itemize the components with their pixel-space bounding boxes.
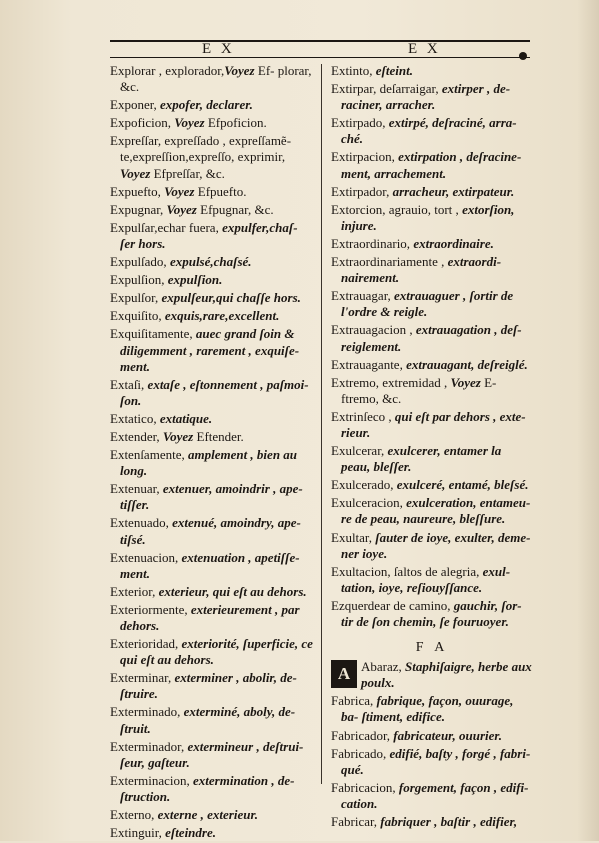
entry-headword: Extirpado, xyxy=(331,115,386,131)
entry-headword: Externo, xyxy=(110,807,155,823)
dictionary-entry xyxy=(110,429,313,445)
header-ornament xyxy=(519,52,527,60)
entry-translation: arracheur, extirpateur. xyxy=(389,183,515,199)
entry-headword: Exponer, xyxy=(110,97,157,113)
dictionary-entry xyxy=(110,97,313,113)
dictionary-entry xyxy=(331,443,533,475)
entry-translation: auec grand ſoin & diligemment , rarement , exquiſe- ment. xyxy=(120,326,300,374)
entry-headword: Extenuacion, xyxy=(110,549,179,565)
dictionary-entry xyxy=(110,254,313,270)
dictionary-entry xyxy=(110,825,313,841)
entry-translation: expulfer,chaſ- ſer hors. xyxy=(120,219,298,251)
entry-translation: extrauagant, deſreiglé. xyxy=(402,356,528,372)
dictionary-entry xyxy=(110,133,313,181)
entry-translation: edifié, baſty , forgé , fabri- qué. xyxy=(341,745,531,777)
entry-headword: Expulſor, xyxy=(110,290,159,306)
dictionary-entry xyxy=(331,115,533,147)
dictionary-entry xyxy=(110,220,313,252)
entry-headword: Extraordinario, xyxy=(331,235,411,251)
entry-translation: Voyez xyxy=(120,165,151,181)
entry-headword: Expugnar, xyxy=(110,201,164,217)
entry-translation: exulceré, entamé, bleſsé. xyxy=(393,477,529,493)
entry-translation: extrauaguer , ſortir de l'ordre & reigle. xyxy=(341,288,514,320)
entry-translation: amplement , bien au long. xyxy=(120,447,298,479)
entry-headword: Extatico, xyxy=(110,410,157,426)
dictionary-entry xyxy=(331,530,533,562)
entry-headword: Fabricar, xyxy=(331,814,378,830)
entry-headword: Exquiſitamente, xyxy=(110,326,193,342)
entry-crossref: Eftender. xyxy=(193,428,244,444)
dictionary-entry xyxy=(331,409,533,441)
entry-translation: extermineur , deſtrui- ſeur, gaſteur. xyxy=(120,738,304,770)
header-rule-top xyxy=(110,40,530,42)
entry-translation: exul- tation, ioye, reſiouyſſance. xyxy=(341,563,511,595)
dictionary-entry xyxy=(331,693,533,725)
dictionary-entry xyxy=(331,63,533,79)
entry-headword: Expulſar,echar fuera, xyxy=(110,219,219,235)
right-column-entries xyxy=(331,63,533,630)
entry-translation: expulſion. xyxy=(164,272,223,288)
entry-translation: expulſeur,qui chaſſe hors. xyxy=(158,290,301,306)
dictionary-entry xyxy=(110,63,313,95)
dictionary-entry xyxy=(110,773,313,805)
dictionary-entry xyxy=(110,602,313,634)
entry-headword: Exultar, xyxy=(331,529,372,545)
dictionary-entry xyxy=(331,495,533,527)
dictionary-entry xyxy=(110,550,313,582)
dictionary-entry xyxy=(110,636,313,668)
dictionary-entry xyxy=(331,202,533,234)
entry-translation: Voyez xyxy=(224,63,255,78)
entry-headword: Ezquerdear de camino, xyxy=(331,597,451,613)
dictionary-entry xyxy=(331,814,533,830)
entry-headword: Fabrica, xyxy=(331,693,374,709)
entry-translation: exterieurement , par dehors. xyxy=(120,601,300,633)
dictionary-entry xyxy=(110,184,313,200)
entry-translation: Staphiſaigre, herbe aux poulx. xyxy=(361,659,532,691)
entry-headword: Extrauagante, xyxy=(331,356,403,372)
entry-headword: Extorcion, agrauio, tort , xyxy=(331,201,459,217)
entry-crossref: Efpugnar, &c. xyxy=(196,201,274,217)
entry-headword: Extenſamente, xyxy=(110,447,185,463)
entry-headword: Fabricado, xyxy=(331,745,387,761)
dictionary-entry xyxy=(110,704,313,736)
entry-translation: forgement, façon , edifi- cation. xyxy=(341,779,529,811)
entry-headword: Exterminacion, xyxy=(110,772,190,788)
entry-headword: Extender, xyxy=(110,428,160,444)
dictionary-entry xyxy=(331,375,533,407)
entry-headword: Exterior, xyxy=(110,583,156,599)
running-header xyxy=(110,30,530,60)
entry-headword: Extenuado, xyxy=(110,515,169,531)
entry-headword: Exterioridad, xyxy=(110,636,179,652)
entry-headword: Extaſi, xyxy=(110,376,145,392)
entry-crossref: Efpoficion. xyxy=(204,115,267,131)
entry-headword: Exulcerado, xyxy=(331,477,394,493)
dictionary-entry xyxy=(110,326,313,374)
entry-translation: exulcerer, entamer la peau, bleſſer. xyxy=(341,443,502,475)
entry-crossref: Efpreſſar, &c. xyxy=(150,165,225,181)
entry-translation: extaſe , eſtonnement , paſmoi- ſon. xyxy=(120,376,309,408)
entry-headword: Exterminado, xyxy=(110,704,181,720)
dictionary-entry xyxy=(110,411,313,427)
section-fa-entries xyxy=(331,659,533,830)
dictionary-entry xyxy=(331,184,533,200)
entry-headword: Extremo, extremidad , xyxy=(331,374,448,390)
entry-translation: eſteint. xyxy=(372,63,413,78)
dictionary-entry xyxy=(110,739,313,771)
dictionary-entry xyxy=(110,584,313,600)
dictionary-entry xyxy=(110,377,313,409)
entry-translation: extenué, amoindry, ape- tiſsé. xyxy=(120,515,301,547)
entry-headword: Fabricador, xyxy=(331,727,391,743)
dictionary-entry xyxy=(331,746,533,778)
entry-crossref: E- ftremo, &c. xyxy=(341,374,497,406)
entry-translation: exulceration, entameu- re de peau, naureure, bleſſure. xyxy=(341,495,531,527)
entry-headword: Extirpacion, xyxy=(331,149,395,165)
entry-translation: gauchir, ſor- tir de ſon chemin, ſe fouruoyer. xyxy=(341,597,522,629)
entry-translation: Voyez xyxy=(159,428,194,444)
entry-translation: extirper , de- raciner, arracher. xyxy=(341,81,511,113)
page-edge-shadow xyxy=(577,0,599,841)
dictionary-entry xyxy=(110,807,313,823)
dictionary-entry xyxy=(110,308,313,324)
dictionary-entry xyxy=(331,254,533,286)
entry-translation: extermination , de- ſtruction. xyxy=(120,772,295,804)
entry-translation: extraordinaire. xyxy=(410,235,494,251)
section-heading-fa: F A xyxy=(415,640,449,656)
entry-translation: fabriquer , baſtir , edifier, xyxy=(377,814,518,830)
entry-translation: Voyez xyxy=(447,374,481,390)
entry-headword: Extinto, xyxy=(331,63,373,78)
entry-translation: expulsé,chaſsé. xyxy=(166,254,252,270)
dictionary-entry xyxy=(110,202,313,218)
entry-translation: Voyez xyxy=(171,115,205,131)
column-divider xyxy=(321,64,322,784)
dictionary-entry xyxy=(110,290,313,306)
dictionary-entry xyxy=(331,728,533,744)
dictionary-entry xyxy=(110,115,313,131)
dictionary-entry xyxy=(331,322,533,354)
dictionary-entry xyxy=(110,272,313,288)
entry-translation: qui eſt par dehors , exte- rieur. xyxy=(341,408,526,440)
entry-headword: Exulcerar, xyxy=(331,443,385,459)
entry-translation: extenuation , apetiſſe- ment. xyxy=(120,549,300,581)
entry-headword: Expulſado, xyxy=(110,254,167,270)
entry-translation: exterieur, qui eſt au dehors. xyxy=(155,583,307,599)
entry-translation: extirpé, deſraciné, arra- ché. xyxy=(341,115,517,147)
entry-headword: Abaraz, xyxy=(361,659,402,675)
entry-translation: extraordi- nairement. xyxy=(341,254,502,286)
entry-headword: Extraordinariamente , xyxy=(331,254,445,270)
entry-headword: Extirpador, xyxy=(331,183,390,199)
entry-headword: Exultacion, ſaltos de alegria, xyxy=(331,563,480,579)
entry-headword: Fabricacion, xyxy=(331,779,396,795)
entry-translation: extorſion, injure. xyxy=(341,201,515,233)
entry-translation: expofer, declarer. xyxy=(156,97,253,113)
entry-translation: exquis,rare,excellent. xyxy=(161,308,280,324)
dictionary-entry xyxy=(331,81,533,113)
dictionary-entry xyxy=(331,598,533,630)
dictionary-entry xyxy=(110,481,313,513)
right-column xyxy=(331,63,533,832)
dictionary-entry xyxy=(110,447,313,479)
entry-crossref: Efpuefto. xyxy=(194,183,247,199)
entry-translation: fabricateur, ouurier. xyxy=(390,727,503,743)
entry-headword: Extenuar, xyxy=(110,481,160,497)
entry-headword: Expuefto, xyxy=(110,183,161,199)
entry-translation: extrauagation , deſ- reiglement. xyxy=(341,322,522,354)
entry-headword: Extrinſeco , xyxy=(331,408,392,424)
dictionary-entry xyxy=(331,780,533,812)
entry-translation: extatique. xyxy=(156,410,213,426)
entry-headword: Extrauagacion , xyxy=(331,322,413,338)
entry-headword: Exquiſito, xyxy=(110,308,162,324)
drop-cap-initial: A xyxy=(331,660,357,688)
dictionary-entry xyxy=(331,659,533,691)
entry-translation: externe , exterieur. xyxy=(154,807,259,823)
entry-translation: Voyez xyxy=(160,183,195,199)
dictionary-entry xyxy=(331,477,533,493)
entry-headword: Exterminador, xyxy=(110,738,185,754)
entry-translation: extenuer, amoindrir , ape- tiſſer. xyxy=(120,481,303,513)
entry-translation: fabrique, façon, ouurage, ba- ſtiment, edifice. xyxy=(341,693,514,725)
entry-headword: Expoficion, xyxy=(110,115,172,131)
entry-translation: exterminé, aboly, de- ſtruit. xyxy=(120,704,296,736)
entry-headword: Exterminar, xyxy=(110,670,172,686)
dictionary-entry xyxy=(331,149,533,181)
entry-translation: extirpation , deſracine- ment, arrachement. xyxy=(341,149,522,181)
dictionary-entry xyxy=(331,564,533,596)
dictionary-entry xyxy=(110,515,313,547)
entry-translation: ſauter de ioye, exulter, deme- ner ioye. xyxy=(341,529,531,561)
entry-translation: exterminer , abolir, de- ſtruire. xyxy=(120,670,297,702)
entry-headword: Extinguir, xyxy=(110,825,162,841)
left-column xyxy=(110,63,313,843)
entry-translation: exteriorité, ſuperficie, ce qui eſt au dehors. xyxy=(120,636,313,668)
entry-headword: Exulceracion, xyxy=(331,495,403,511)
entry-headword: Exteriormente, xyxy=(110,601,188,617)
header-right: E X xyxy=(408,41,441,57)
entry-headword: Extrauagar, xyxy=(331,288,391,304)
entry-headword: Extirpar, deſarraigar, xyxy=(331,81,439,97)
dictionary-entry xyxy=(110,670,313,702)
entry-translation: Voyez xyxy=(163,201,197,217)
entry-headword: Expreſſar, expreſſado , expreſſamẽ- te,expreſſion,expreſſo, exprimir, xyxy=(110,133,292,165)
header-rule-bottom xyxy=(110,57,530,58)
dictionary-entry xyxy=(331,357,533,373)
entry-translation: eſteindre. xyxy=(161,825,216,841)
entry-crossref: Ef- plorar, &c. xyxy=(120,63,312,95)
dictionary-entry xyxy=(331,288,533,320)
dictionary-entry xyxy=(331,236,533,252)
header-left: E X xyxy=(202,41,235,57)
entry-headword: Expulſion, xyxy=(110,272,165,288)
entry-headword: Explorar , explorador, xyxy=(110,63,225,78)
